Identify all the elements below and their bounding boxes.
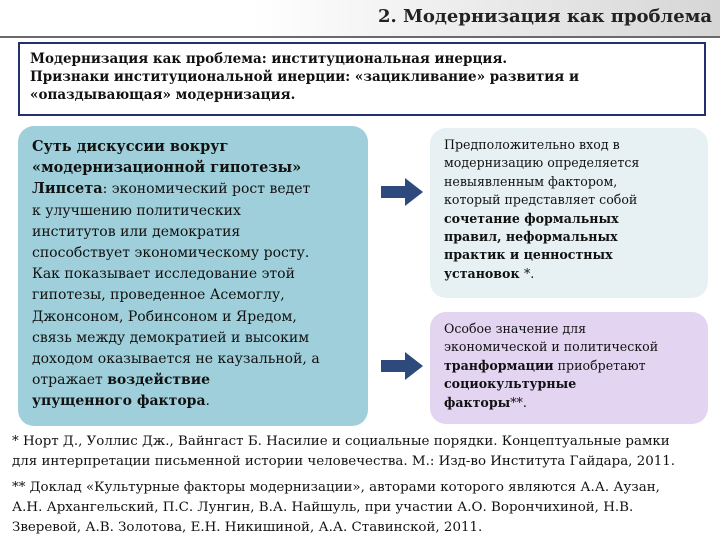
sociocultural-box [430,312,708,424]
hypothesis-line: доходом оказывается не каузальной, а [32,351,320,368]
hypothesis-line [32,370,356,391]
sociocultural-line: Особое значение для [444,321,587,336]
sociocultural-emphasis: социокультурные [444,376,577,392]
sociocultural-line [444,394,700,412]
title-bar [0,0,720,38]
hypothesis-emphasis: упущенного фактора [32,393,206,410]
footnote-marker: *. [523,265,535,281]
footnote-marker: **. [510,394,527,410]
hypothesis-heading-line: «модернизационной гипотезы» [32,159,302,177]
hypothesis-text: отражает [32,372,108,389]
lipset-name: Липсета [32,180,103,198]
hypothesis-emphasis: воздействие [107,372,211,389]
right-arrow-icon [381,178,423,206]
hidden-factor-emphasis: сочетание формальных [444,210,619,226]
sociocultural-emphasis: транформации [444,357,554,373]
hidden-factor-line: Предположительно вход в [444,137,620,152]
hypothesis-text: . [205,393,210,410]
hidden-factor-emphasis: установок [444,265,524,281]
sociocultural-line [444,357,700,375]
slide-title: 2. Модернизация как проблема [377,6,712,27]
footnotes [12,432,712,538]
intro-line: Модернизация как проблема: институциональная инерция. [30,51,508,67]
hidden-factor-box [430,128,708,298]
hidden-factor-line [444,265,700,283]
footnote-line: для интерпретации письменной истории человечества. М.: Изд-во Института Гайдара, 2011. [12,454,676,469]
right-arrow-icon [381,352,423,380]
hypothesis-text: : экономический рост ведет [102,181,311,198]
hidden-factor-line: невыявленным фактором, [444,173,618,189]
sociocultural-text: приобретают [553,357,646,373]
title-underline [0,36,720,38]
hidden-factor-line: который представляет собой [444,192,638,208]
hypothesis-line [32,178,356,200]
hidden-factor-line [444,210,700,228]
hidden-factor-emphasis: правил, неформальных [444,229,618,245]
intro-line: «опаздывающая» модернизация. [30,87,296,103]
hidden-factor-line [444,228,700,246]
footnote-line: Зверевой, А.В. Золотова, Е.Н. Никишиной, А.А. Ставинской, 2011. [12,520,483,535]
sociocultural-line: экономической и политической [444,339,659,355]
hidden-factor-emphasis: практик и ценностных [444,247,613,263]
hypothesis-line [32,391,356,412]
sociocultural-emphasis: факторы [444,394,511,410]
hypothesis-line: институтов или демократия [32,223,241,240]
footnote-line: * Норт Д., Уоллис Дж., Вайнгаст Б. Насилие и социальные порядки. Концептуальные рамки [12,434,670,449]
hypothesis-line: к улучшению политических [32,202,241,219]
intro-box [18,42,706,116]
hypothesis-line: Джонсоном, Робинсоном и Яредом, [32,308,297,325]
footnote-line: А.Н. Архангельский, П.С. Лунгин, В.А. Найшуль, при участии А.О. Ворончихиной, Н.В. [12,500,634,515]
hypothesis-box [18,126,368,426]
hypothesis-line: гипотезы, проведенное Асемоглу, [32,287,285,304]
hidden-factor-line: модернизацию определяется [444,155,640,171]
sociocultural-line [444,375,700,393]
hypothesis-line: Как показывает исследование этой [32,266,295,283]
hypothesis-line: связь между демократией и высоким [32,329,310,346]
hidden-factor-line [444,246,700,264]
hypothesis-heading-line: Суть дискуссии вокруг [32,138,229,155]
hypothesis-line: способствует экономическому росту. [32,245,310,262]
intro-line: Признаки институциональной инерции: «зацикливание» развития и [30,69,579,85]
footnote-line: ** Доклад «Культурные факторы модернизации», авторами которого являются А.А. Аузан, [12,480,660,495]
